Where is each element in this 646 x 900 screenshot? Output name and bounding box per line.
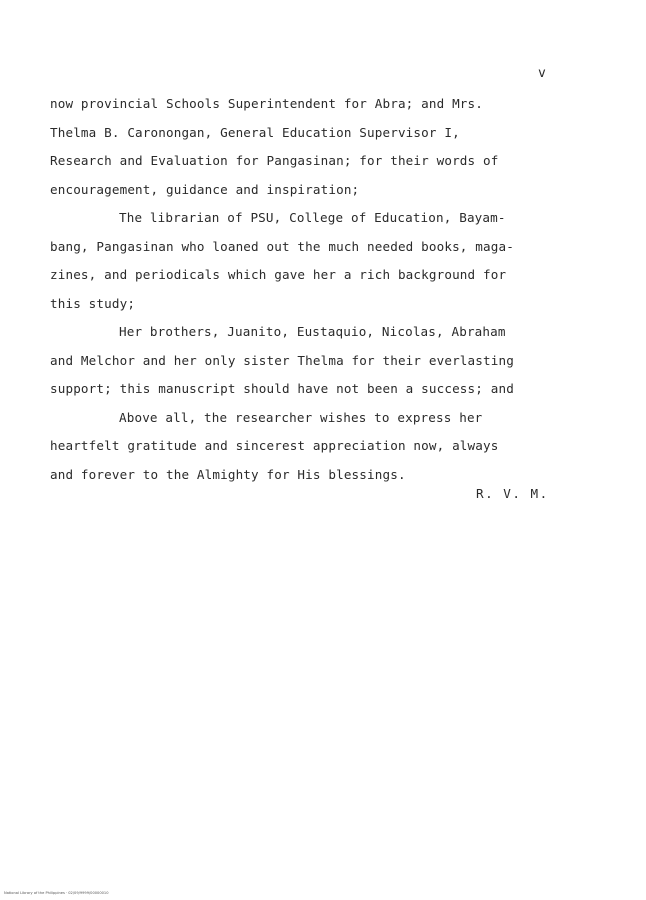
text-line: encouragement, guidance and inspiration; — [50, 181, 360, 197]
body-text — [50, 90, 570, 489]
text-line: zines, and periodicals which gave her a rich background for — [50, 267, 507, 282]
text-line: Above all, the researcher wishes to express her — [119, 409, 483, 425]
text-line: Her brothers, Juanito, Eustaquio, Nicolas, Abraham — [119, 324, 506, 339]
page-number: v — [538, 66, 546, 81]
text-line: The librarian of PSU, College of Education, Bayam- — [119, 210, 506, 225]
text-line: now provincial Schools Superintendent for Abra; and Mrs. — [50, 96, 483, 111]
text-line: heartfelt gratitude and sincerest appreciation now, always — [50, 438, 499, 453]
text-line: support; this manuscript should have not been a success; and — [50, 381, 514, 396]
text-line: Thelma B. Caronongan, General Education Supervisor I, — [50, 124, 460, 140]
scan-footer-text: National Library of the Philippines · 02/09/9999/00000010 — [4, 891, 109, 895]
signature-initials: R. V. M. — [476, 486, 549, 501]
text-line: and forever to the Almighty for His blessings. — [50, 466, 406, 482]
text-line: this study; — [50, 295, 136, 311]
text-line: Research and Evaluation for Pangasinan; for their words of — [50, 153, 499, 168]
text-line: and Melchor and her only sister Thelma for their everlasting — [50, 352, 514, 368]
text-line: bang, Pangasinan who loaned out the much needed books, maga- — [50, 238, 514, 254]
